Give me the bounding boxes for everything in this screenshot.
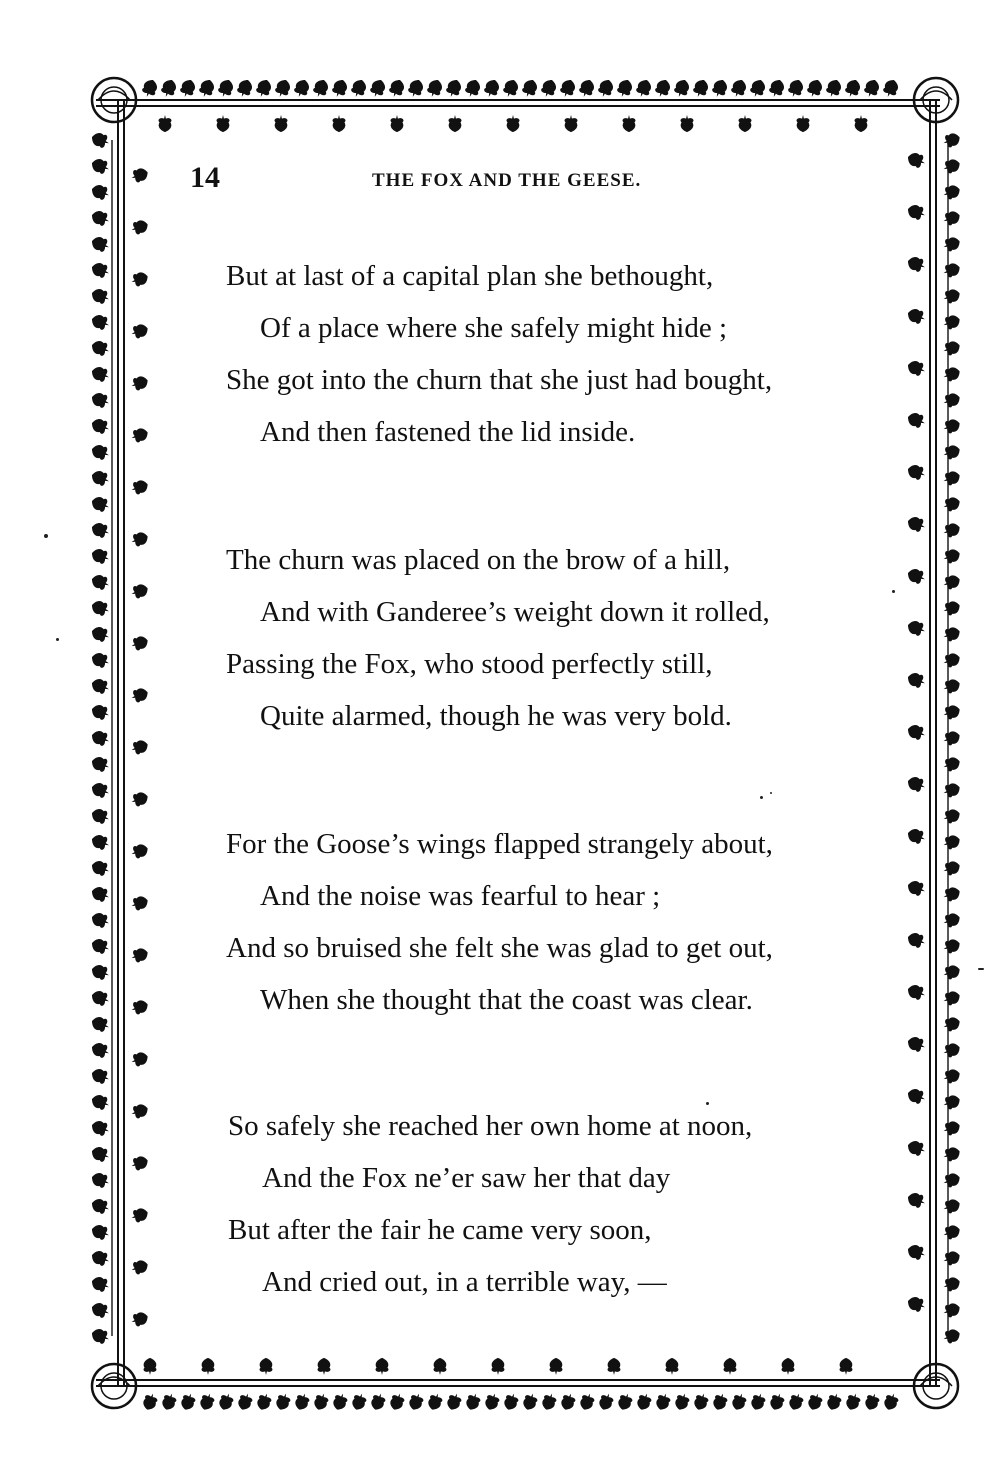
ivy-leaf [260, 1358, 273, 1375]
ink-speck [978, 968, 984, 970]
ivy-leaf [748, 78, 767, 100]
ivy-leaf [941, 1223, 961, 1241]
ivy-leaf [90, 833, 112, 852]
ivy-leaf [941, 521, 961, 539]
poem-line: Quite alarmed, though he was very bold. [260, 700, 732, 732]
ivy-leaf [141, 1391, 159, 1411]
ivy-leaf [129, 1102, 149, 1120]
ivy-leaf [941, 1145, 961, 1163]
ink-speck [56, 638, 59, 641]
ivy-leaf [844, 1391, 862, 1411]
poem-line: Of a place where she safely might hide ; [260, 312, 728, 344]
ivy-leaf [350, 1391, 368, 1411]
ivy-leaf [539, 78, 558, 100]
ivy-leaf [805, 78, 824, 100]
ivy-leaf [406, 78, 425, 100]
ivy-leaf [881, 78, 900, 100]
ink-speck [770, 792, 772, 794]
ivy-leaf [577, 78, 596, 100]
ivy-leaf [255, 1391, 273, 1411]
ivy-leaf [906, 1087, 928, 1106]
poem-line: But at last of a capital plan she bethought, [226, 260, 714, 292]
ivy-leaf [129, 842, 149, 860]
ivy-leaf [90, 261, 112, 280]
ivy-leaf [616, 1391, 634, 1411]
ivy-leaf [941, 1327, 961, 1345]
ivy-leaf [216, 78, 235, 100]
ivy-leaf [90, 417, 112, 436]
ivy-leaf [843, 78, 862, 100]
ivy-leaf [507, 115, 520, 132]
ivy-leaf [179, 1391, 197, 1411]
ivy-leaf [90, 469, 112, 488]
ivy-leaf [129, 322, 149, 340]
ivy-leaf [198, 1391, 216, 1411]
ivy-leaf [558, 78, 577, 100]
ivy-leaf [407, 1391, 425, 1411]
ivy-leaf [90, 1327, 112, 1346]
ivy-leaf [90, 1197, 112, 1216]
page-number: 14 [190, 161, 220, 194]
ink-speck [706, 1102, 709, 1105]
ivy-leaf [318, 1358, 331, 1375]
ivy-leaf [391, 115, 404, 132]
ivy-leaf [129, 270, 149, 288]
ivy-leaf [129, 426, 149, 444]
ivy-leaf [550, 1358, 563, 1375]
ivy-leaf [129, 374, 149, 392]
ivy-leaf [90, 911, 112, 930]
ivy-leaf [90, 1093, 112, 1112]
ivy-leaf [941, 937, 961, 955]
ivy-leaf [90, 599, 112, 618]
ivy-leaf [90, 1067, 112, 1086]
ivy-leaf [90, 287, 112, 306]
ivy-leaf [90, 339, 112, 358]
ink-speck [760, 796, 763, 799]
ivy-leaf [90, 183, 112, 202]
ivy-leaf [941, 885, 961, 903]
ivy-leaf [941, 209, 961, 227]
ivy-leaf [501, 78, 520, 100]
ivy-leaf [941, 1275, 961, 1293]
poem-line: And so bruised she felt she was glad to get out, [226, 932, 773, 964]
ivy-leaf [906, 879, 928, 898]
ivy-leaf [941, 1197, 961, 1215]
ivy-leaf [273, 78, 292, 100]
ivy-leaf [254, 78, 273, 100]
ivy-leaf [941, 235, 961, 253]
ivy-leaf [824, 78, 843, 100]
ivy-leaf [90, 547, 112, 566]
ivy-leaf [129, 634, 149, 652]
ivy-leaf [906, 1035, 928, 1054]
ivy-leaf [274, 1391, 292, 1411]
ivy-leaf [941, 677, 961, 695]
ivy-leaf [129, 790, 149, 808]
ivy-leaf [449, 115, 462, 132]
ivy-leaf [502, 1391, 520, 1411]
ivy-leaf [236, 1391, 254, 1411]
ivy-leaf [635, 1391, 653, 1411]
ivy-leaf [787, 1391, 805, 1411]
ivy-leaf [739, 115, 752, 132]
ivy-leaf [941, 261, 961, 279]
ivy-leaf [941, 729, 961, 747]
ivy-leaf [941, 1067, 961, 1085]
ivy-leaf [906, 151, 928, 170]
ivy-leaf [129, 946, 149, 964]
ivy-leaf [483, 1391, 501, 1411]
ivy-leaf [482, 78, 501, 100]
ivy-leaf [941, 911, 961, 929]
ivy-leaf [941, 1041, 961, 1059]
ivy-leaf [90, 443, 112, 462]
ivy-leaf [692, 1391, 710, 1411]
ivy-leaf [444, 78, 463, 100]
poem-line: When she thought that the coast was clear. [260, 984, 753, 1016]
ivy-leaf [129, 166, 149, 184]
ivy-leaf [711, 1391, 729, 1411]
ivy-leaf [90, 1041, 112, 1060]
ivy-leaf [129, 530, 149, 548]
poem-line: She got into the churn that she just had bought, [226, 364, 773, 396]
running-title: THE FOX AND THE GEESE. [372, 170, 642, 191]
ivy-leaf [445, 1391, 463, 1411]
ivy-leaf [749, 1391, 767, 1411]
poem-line: And with Ganderee’s weight down it rolled, [260, 596, 770, 628]
ivy-leaf [724, 1358, 737, 1375]
ivy-leaf [90, 651, 112, 670]
ivy-leaf [906, 515, 928, 534]
ivy-leaf [941, 469, 961, 487]
ivy-leaf [235, 78, 254, 100]
ivy-leaf [906, 619, 928, 638]
ivy-leaf [217, 1391, 235, 1411]
ivy-leaf [90, 1145, 112, 1164]
ivy-leaf [941, 1093, 961, 1111]
ivy-leaf [941, 625, 961, 643]
ivy-leaf [906, 983, 928, 1002]
ivy-leaf [565, 115, 578, 132]
ivy-leaf [349, 78, 368, 100]
ivy-leaf [90, 1223, 112, 1242]
ivy-leaf [90, 937, 112, 956]
ivy-leaf [90, 131, 112, 150]
poem-line: For the Goose’s wings flapped strangely about, [226, 828, 773, 860]
ivy-leaf [806, 1391, 824, 1411]
ivy-leaf [129, 1206, 149, 1224]
ivy-leaf [129, 1258, 149, 1276]
poem-line: And cried out, in a terrible way, — [262, 1266, 667, 1298]
ivy-leaf [782, 1358, 795, 1375]
ivy-leaf [941, 573, 961, 591]
ivy-leaf [90, 963, 112, 982]
ivy-leaf [330, 78, 349, 100]
ivy-leaf [129, 998, 149, 1016]
ivy-leaf [941, 1119, 961, 1137]
ivy-leaf [906, 1243, 928, 1262]
poem-line: But after the fair he came very soon, [228, 1214, 652, 1246]
ivy-leaf [90, 625, 112, 644]
ivy-leaf [941, 599, 961, 617]
ivy-leaf [464, 1391, 482, 1411]
ivy-leaf [941, 703, 961, 721]
ivy-leaf [90, 677, 112, 696]
ivy-leaf [786, 78, 805, 100]
ivy-leaf [941, 495, 961, 513]
ivy-leaf [202, 1358, 215, 1375]
ivy-leaf [129, 1154, 149, 1172]
ivy-leaf [463, 78, 482, 100]
ivy-leaf [941, 131, 961, 149]
ivy-leaf [376, 1358, 389, 1375]
ivy-leaf [825, 1391, 843, 1411]
ivy-leaf [941, 417, 961, 435]
ivy-leaf [90, 1275, 112, 1294]
ivy-leaf [941, 157, 961, 175]
ivy-leaf [767, 78, 786, 100]
ivy-leaf [578, 1391, 596, 1411]
ivy-leaf [293, 1391, 311, 1411]
ivy-leaf [906, 723, 928, 742]
ivy-leaf [941, 963, 961, 981]
poem-line: The churn was placed on the brow of a hill, [226, 544, 731, 576]
ivy-leaf [90, 781, 112, 800]
ivy-leaf [691, 78, 710, 100]
ivy-leaf [906, 203, 928, 222]
ivy-leaf [90, 989, 112, 1008]
ivy-leaf [941, 1249, 961, 1267]
ivy-leaf [90, 495, 112, 514]
poem-line: So safely she reached her own home at noon, [228, 1110, 753, 1142]
ivy-leaf [941, 807, 961, 825]
ivy-leaf [862, 78, 881, 100]
ivy-leaf [129, 218, 149, 236]
ivy-leaf [178, 78, 197, 100]
ivy-leaf [159, 115, 172, 132]
ivy-leaf [129, 894, 149, 912]
ivy-leaf [521, 1391, 539, 1411]
ivy-leaf [941, 1015, 961, 1033]
ivy-leaf [492, 1358, 505, 1375]
ivy-leaf [129, 1050, 149, 1068]
ivy-leaf [90, 1249, 112, 1268]
poem-line: Passing the Fox, who stood perfectly still, [226, 648, 713, 680]
ivy-leaf [654, 1391, 672, 1411]
ivy-leaf [653, 78, 672, 100]
ivy-leaf [941, 651, 961, 669]
poem-line: And the Fox ne’er saw her that day [262, 1162, 671, 1194]
ivy-leaf [941, 989, 961, 1007]
ivy-leaf [129, 686, 149, 704]
ivy-leaf [941, 287, 961, 305]
ivy-leaf [159, 78, 178, 100]
ivy-leaf [906, 775, 928, 794]
ivy-leaf [634, 78, 653, 100]
ivy-leaf [387, 78, 406, 100]
ivy-leaf [840, 1358, 853, 1375]
ivy-leaf [129, 582, 149, 600]
ivy-leaf [906, 931, 928, 950]
ivy-leaf [941, 755, 961, 773]
ivy-leaf [90, 1015, 112, 1034]
ivy-leaf [906, 411, 928, 430]
ivy-leaf [941, 391, 961, 409]
ivy-leaf [90, 859, 112, 878]
ivy-leaf [90, 157, 112, 176]
ivy-leaf [673, 1391, 691, 1411]
ivy-leaf [90, 729, 112, 748]
ivy-leaf [129, 738, 149, 756]
ivy-leaf [906, 359, 928, 378]
ivy-leaf [941, 1171, 961, 1189]
ivy-leaf [90, 235, 112, 254]
ivy-leaf [129, 1310, 149, 1328]
ivy-leaf [90, 391, 112, 410]
ivy-leaf [90, 807, 112, 826]
ivy-leaf [730, 1391, 748, 1411]
ivy-leaf [941, 781, 961, 799]
ivy-leaf [368, 78, 387, 100]
ivy-leaf [434, 1358, 447, 1375]
ivy-leaf [906, 1191, 928, 1210]
ivy-leaf [941, 443, 961, 461]
ivy-leaf [941, 183, 961, 201]
ivy-leaf [144, 1358, 157, 1375]
ivy-leaf [140, 78, 159, 100]
ink-speck [44, 534, 48, 538]
ivy-leaf [941, 339, 961, 357]
ivy-leaf [331, 1391, 349, 1411]
ivy-leaf [292, 78, 311, 100]
ivy-leaf [623, 115, 636, 132]
ivy-leaf [672, 78, 691, 100]
ivy-leaf [217, 115, 230, 132]
ivy-leaf [333, 115, 346, 132]
ivy-leaf [615, 78, 634, 100]
ivy-leaf [906, 567, 928, 586]
ivy-leaf [312, 1391, 330, 1411]
ivy-leaf [426, 1391, 444, 1411]
ivy-leaf [608, 1358, 621, 1375]
ivy-leaf [941, 1301, 961, 1319]
ivy-leaf [425, 78, 444, 100]
ivy-leaf [90, 703, 112, 722]
ivy-leaf [90, 365, 112, 384]
ivy-leaf [882, 1391, 900, 1411]
ivy-leaf [559, 1391, 577, 1411]
ivy-leaf [906, 463, 928, 482]
ivy-leaf [160, 1391, 178, 1411]
ivy-leaf [768, 1391, 786, 1411]
ivy-leaf [90, 885, 112, 904]
ivy-leaf [906, 1139, 928, 1158]
ivy-leaf [906, 671, 928, 690]
ivy-leaf [388, 1391, 406, 1411]
ivy-leaf [863, 1391, 881, 1411]
poem-line: And the noise was fearful to hear ; [260, 880, 661, 912]
ivy-leaf [681, 115, 694, 132]
ivy-leaf [275, 115, 288, 132]
ivy-leaf [369, 1391, 387, 1411]
ivy-leaf [90, 1119, 112, 1138]
poem-line: And then fastened the lid inside. [260, 416, 636, 448]
ivy-leaf [941, 859, 961, 877]
ivy-leaf [540, 1391, 558, 1411]
ivy-leaf [90, 313, 112, 332]
ivy-leaf [855, 115, 868, 132]
ivy-leaf [197, 78, 216, 100]
ivy-leaf [597, 1391, 615, 1411]
ivy-leaf [311, 78, 330, 100]
ivy-leaf [941, 547, 961, 565]
ivy-leaf [941, 313, 961, 331]
ivy-leaf [596, 78, 615, 100]
ivy-leaf [906, 1295, 928, 1314]
ivy-leaf [941, 365, 961, 383]
ivy-leaf [666, 1358, 679, 1375]
ink-speck [892, 590, 895, 593]
ivy-leaf [906, 827, 928, 846]
ivy-leaf [906, 307, 928, 326]
ivy-leaf [710, 78, 729, 100]
ivy-leaf [90, 755, 112, 774]
ivy-leaf [941, 833, 961, 851]
ivy-leaf [797, 115, 810, 132]
ivy-leaf [906, 255, 928, 274]
ivy-leaf [90, 1301, 112, 1320]
ivy-leaf [90, 209, 112, 228]
ivy-leaf [90, 1171, 112, 1190]
ivy-leaf [90, 573, 112, 592]
ivy-leaf [729, 78, 748, 100]
ivy-leaf [520, 78, 539, 100]
ivy-leaf [129, 478, 149, 496]
ivy-leaf [90, 521, 112, 540]
